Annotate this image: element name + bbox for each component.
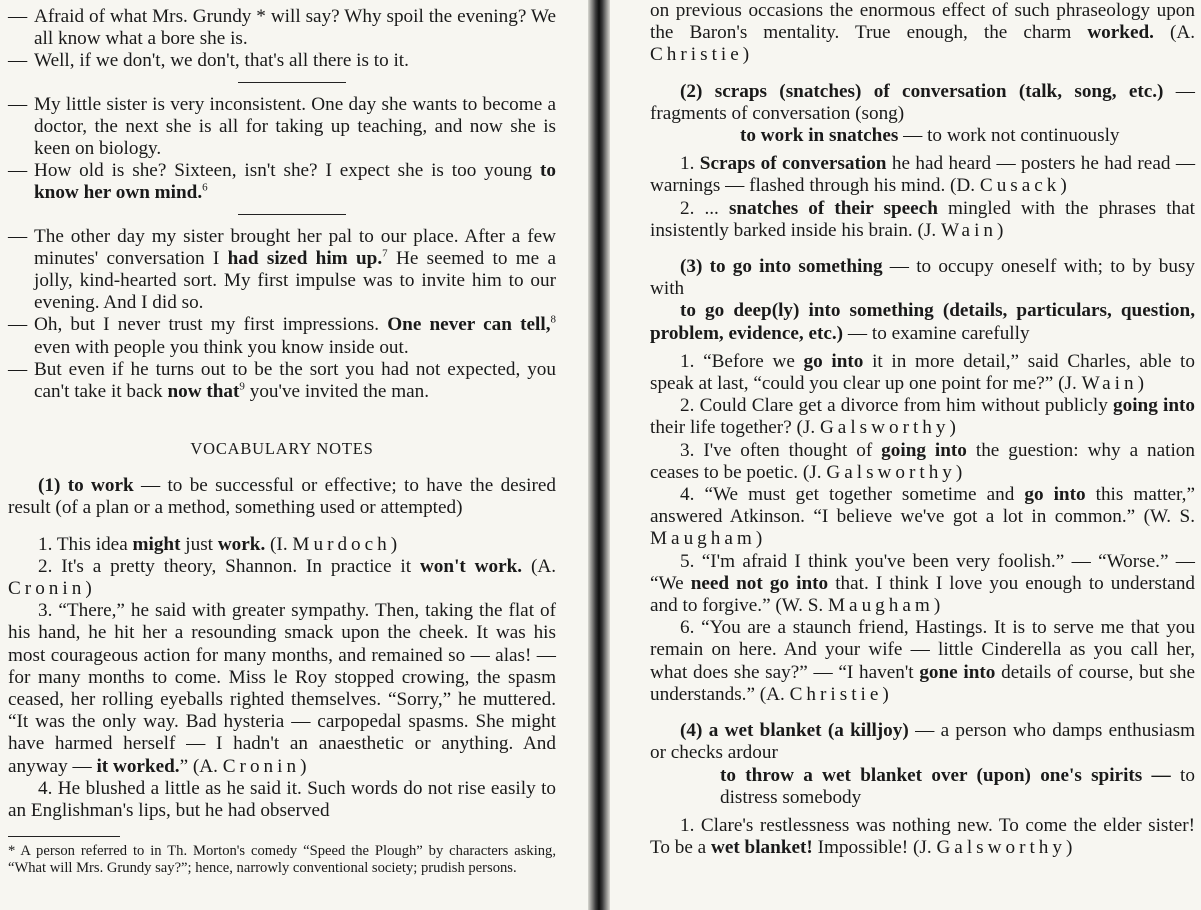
text-run: ) (85, 578, 92, 600)
paragraph (8, 556, 556, 600)
dialogue-text (34, 359, 556, 403)
key-phrase: One never can tell, (387, 314, 551, 336)
footnote-ref: 7 (382, 247, 388, 260)
dialogue-line (8, 94, 556, 161)
paragraph (650, 720, 1195, 764)
text-run: 4. He blushed a little as he said it. Such words do not rise easily to an Englishman's lips, but he had observed (8, 777, 556, 822)
text-run: — to examine carefully (843, 322, 1030, 344)
right-page (606, 0, 1201, 910)
text-run: 3. I've often thought of (680, 439, 882, 461)
text-run: ) (997, 219, 1004, 241)
paragraph (650, 0, 1195, 67)
text-run: 3. “There,” he said with greater sympathy. Then, taking the flat of his hand, he hit her a resounding smack upon the cheek. It was his most courageous action for many months, and remained so — alas! — for many months to come. Miss le Roy stopped crowing, the spasm ceased, her rolling eyeballs righted themselves. “Sorry,” he muttered. “It was the only way. Bad hysteria — carpopedal spasms. She might have harmed herself — I hadn't an anaesthetic or anything. And anyway — (8, 600, 556, 777)
text-run: that. I think I love you enough to understand and to forgive.” (W. S. (650, 572, 1196, 617)
text-run: ) (933, 595, 941, 617)
author-name: Galsworthy (936, 837, 1066, 859)
text-run: 1. Clare's restlessness was nothing new. To come the elder sister! To be a (650, 814, 1195, 859)
key-phrase: might (132, 533, 181, 555)
key-phrase: going into (1113, 395, 1195, 417)
dialogue-dash: — (8, 50, 28, 72)
vocabulary-notes-left (8, 475, 556, 822)
paragraph (650, 551, 1195, 618)
text-run: The other day my sister brought her pal to our place. After a few minutes' conversation I (34, 225, 556, 269)
key-phrase: had sized him up. (227, 247, 383, 269)
key-phrase: now that (167, 381, 240, 403)
text-run: ) (755, 528, 763, 550)
dialogue-dash: — (8, 93, 28, 115)
text-run: 2. ... (680, 197, 729, 219)
vocabulary-notes-right (650, 0, 1195, 859)
section-separator (238, 214, 346, 215)
text-run: details of course, but she understands.” (A. (650, 661, 1195, 705)
text-run: to distress somebody (720, 764, 1195, 808)
paragraph (650, 198, 1195, 242)
key-phrase: Scraps of conversation (699, 153, 887, 175)
dialogue-line (8, 314, 556, 358)
author-name: Cronin (8, 578, 86, 600)
text-run: — to work not continuously (898, 125, 1120, 147)
footnote-ref: 9 (239, 380, 245, 393)
key-phrase: (4) a wet blanket (a killjoy) (680, 720, 909, 742)
author-name: Wain (940, 219, 997, 241)
text-run: Well, if we don't, we don't, that's all there is to it. (34, 50, 409, 72)
author-name: Cusack (979, 175, 1061, 197)
paragraph (650, 617, 1195, 706)
paragraph (650, 395, 1195, 439)
text-run: mingled with the phrases that insistently barked inside his brain. (J. (650, 197, 1195, 241)
key-phrase: (2) scraps (snatches) of conversation (talk, song, etc.) (680, 80, 1164, 102)
key-phrase: worked. (1087, 22, 1154, 44)
text-run: ) (882, 683, 889, 705)
key-phrase: (3) to go into something (680, 256, 883, 278)
text-run: you've invited the man. (244, 381, 430, 403)
text-run: this matter,” answered Atkinson. “I believe we've got a lot in common.” (W. S. (650, 484, 1195, 528)
key-phrase: to go deep(ly) into something (details, particulars, question, problem, evidence, etc.) (650, 300, 1195, 344)
key-phrase: it worked. (96, 755, 180, 777)
key-phrase: need not go into (690, 572, 829, 594)
dialogue-line (8, 6, 556, 50)
dialogue-text (34, 94, 556, 161)
author-name: Cronin (222, 755, 301, 777)
text-run: on previous occasions the enormous effect of such phraseology upon the Baron's mentality. True enough, the charm (650, 0, 1195, 44)
key-phrase: (1) to work (38, 475, 134, 497)
key-phrase: going into (881, 439, 967, 461)
author-name: Wain (1081, 373, 1138, 395)
dialogue-text (34, 6, 556, 50)
dialogue-block-1 (8, 6, 556, 73)
text-run: the guestion: why a nation ceases to be poetic. (J. (650, 439, 1195, 483)
text-run: ) (1060, 175, 1067, 197)
paragraph (650, 81, 1195, 125)
dialogue-dash: — (8, 160, 28, 182)
text-run: 5. “I'm afraid I think you've been very foolish.” — “Worse.” — “We (650, 550, 1195, 594)
text-run: ) (1137, 373, 1144, 395)
text-run: 1. (680, 153, 700, 175)
text-run: — to be successful or effective; to have the desired result (of a plan or a method, something used or attempted) (8, 475, 556, 519)
vocabulary-notes-heading: VOCABULARY NOTES (190, 439, 374, 459)
footnote-rule (8, 836, 120, 837)
dialogue-block-3 (8, 226, 556, 404)
text-run: (A. (1153, 22, 1196, 44)
paragraph (650, 815, 1195, 859)
dialogue-text (34, 160, 556, 204)
text-run: (A. (522, 555, 556, 577)
paragraph (8, 475, 556, 519)
paragraph (650, 153, 1195, 197)
dialogue-dash: — (8, 225, 28, 247)
text-run: ” (A. (179, 755, 223, 777)
text-run: — fragments of conversation (song) (650, 80, 1195, 124)
paragraph (8, 534, 556, 556)
author-name: Galsworthy (819, 417, 950, 439)
text-run: 6. “You are a staunch friend, Hastings. It is to serve me that you remain on here. And your wife — little Cinderella as you call her, what does she say?” — “I haven't (650, 617, 1195, 683)
paragraph (650, 765, 1195, 809)
paragraph (650, 125, 1195, 147)
dialogue-text (34, 50, 556, 72)
text-run: ) (1065, 837, 1073, 859)
dialogue-line (8, 160, 556, 204)
text-run: their life together? (J. (650, 417, 820, 439)
text-run: 2. It's a pretty theory, Shannon. In practice it (38, 555, 420, 577)
key-phrase: won't work. (419, 555, 523, 577)
key-phrase: to throw a wet blanket over (upon) one's spirits — (720, 764, 1171, 786)
text-run: it in more detail,” said Charles, able to speak at last, “could you clear up one point for me?” (J. (650, 350, 1195, 395)
key-phrase: work. (217, 533, 266, 555)
paragraph (8, 778, 556, 822)
dialogue-text (34, 314, 556, 358)
key-phrase: to work in snatches (740, 125, 899, 147)
paragraph (650, 256, 1195, 300)
text-run: ) (742, 44, 750, 66)
dialogue-dash: — (8, 358, 28, 380)
left-page (0, 0, 600, 910)
author-name: Maugham (828, 595, 934, 617)
key-phrase: go into (1024, 484, 1086, 506)
dialogue-dash: — (8, 6, 28, 27)
text-run: Oh, but I never trust my first impressions. (34, 314, 388, 336)
text-run: (I. (265, 533, 293, 555)
text-run: He seemed to me a jolly, kind-hearted sort. My first impulse was to invite him to our evening. And I did so. (34, 247, 557, 314)
dialogue-line (8, 50, 556, 72)
text-run: Impossible! (J. (812, 837, 937, 859)
key-phrase: gone into (919, 661, 996, 683)
text-run: ) (955, 461, 963, 483)
text-run: he had heard — posters he had read — warnings — flashed through his mind. (D. (650, 153, 1196, 197)
author-name: Maugham (650, 528, 756, 550)
key-phrase: wet blanket! (711, 837, 813, 859)
text-run: ) (300, 755, 307, 777)
author-name: Christie (650, 44, 743, 66)
text-run: ) (949, 417, 956, 439)
text-run: My little sister is very inconsistent. One day she wants to become a doctor, the next she is all for taking up teaching, and now she is keen on biology. (34, 93, 556, 160)
section-separator (238, 82, 346, 83)
text-run: — a person who damps enthusiasm or checks ardour (650, 720, 1195, 764)
text-run: How old is she? Sixteen, isn't she? I expect she is too young (34, 160, 541, 182)
key-phrase: go into (803, 350, 864, 372)
text-run: But even if he turns out to be the sort you had not expected, you can't take it back (34, 358, 556, 403)
key-phrase: to know her own mind. (34, 160, 556, 204)
author-name: Murdoch (292, 533, 391, 555)
paragraph (650, 440, 1195, 484)
text-run: 1. “Before we (680, 350, 804, 372)
footnote-ref: 6 (202, 182, 208, 195)
dialogue-line (8, 226, 556, 315)
dialogue-block-2 (8, 94, 556, 205)
dialogue-line (8, 359, 556, 403)
text-run: — to occupy oneself with; to by busy with (650, 256, 1196, 300)
paragraph (8, 600, 556, 778)
dialogue-text (34, 226, 556, 315)
footnote-ref: 8 (550, 314, 556, 327)
paragraph (650, 484, 1195, 551)
text-run: 4. “We must get together sometime and (680, 484, 1025, 506)
text-run: just (180, 533, 218, 555)
paragraph (650, 351, 1195, 395)
text-run: Afraid of what Mrs. Grundy * will say? Why spoil the evening? We all know what a bore she is. (34, 6, 556, 50)
text-run: ) (390, 533, 398, 555)
key-phrase: snatches of their speech (728, 197, 938, 219)
author-name: Galsworthy (826, 461, 956, 483)
text-run: even with people you think you know inside out. (34, 336, 409, 358)
text-run: 1. This idea (38, 533, 133, 555)
dialogue-dash: — (8, 314, 28, 336)
footnote: * A person referred to in Th. Morton's comedy “Speed the Plough” by characters asking, “What will Mrs. Grundy say?”; hence, narrowly conventional society; prudish persons. (8, 843, 556, 876)
paragraph (650, 300, 1195, 344)
author-name: Christie (789, 683, 883, 705)
text-run: 2. Could Clare get a divorce from him without publicly (680, 395, 1114, 417)
